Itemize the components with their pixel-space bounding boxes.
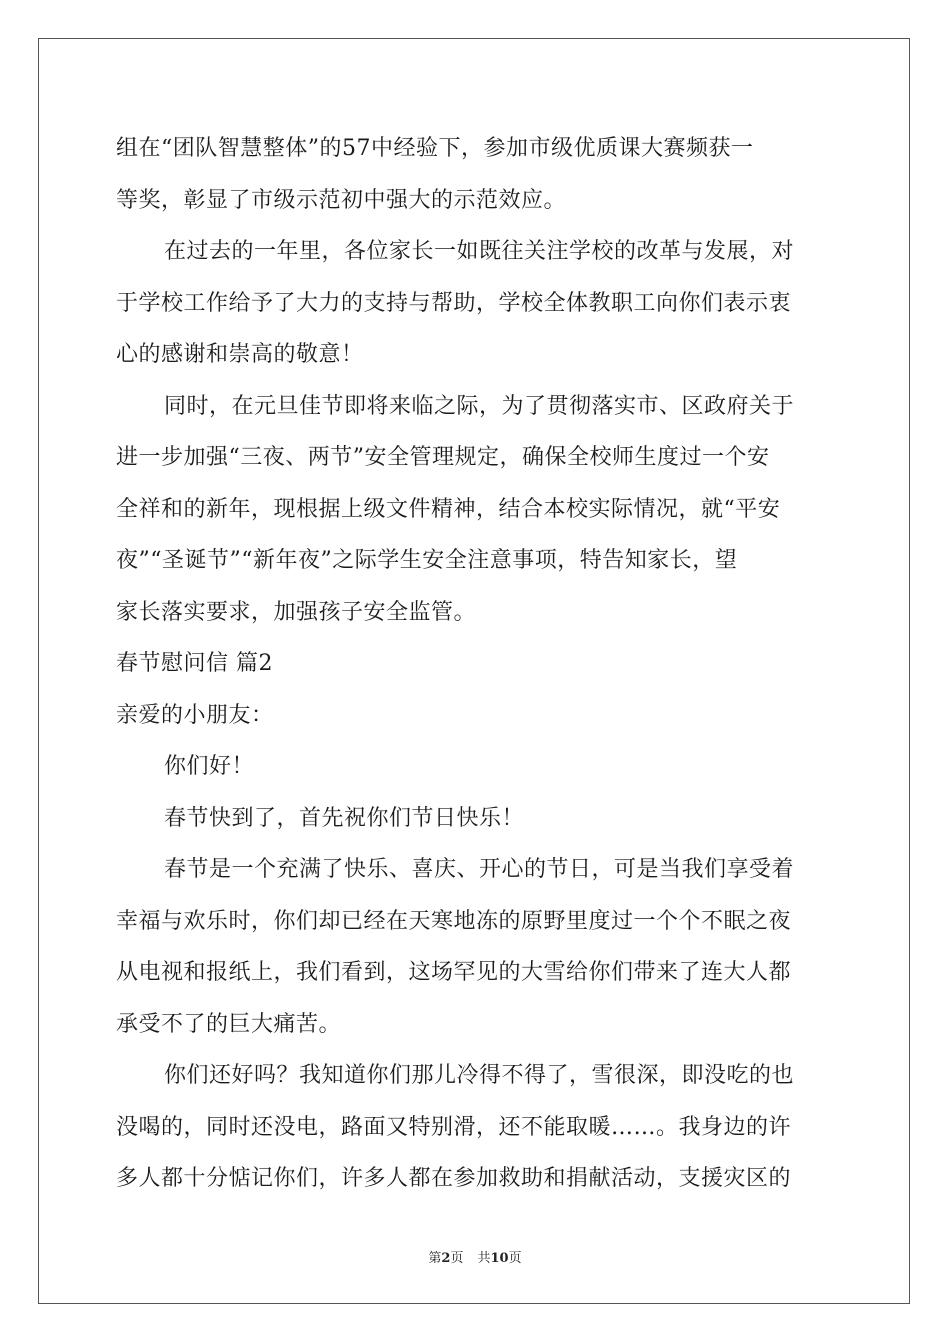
text-line: 从电视和报纸上，我们看到，这场罕见的大雪给你们带来了连大人都	[116, 960, 792, 985]
text-line: 进一步加强“三夜、两节”安全管理规定，确保全校师生度过一个安	[116, 445, 770, 470]
text-line: 家长落实要求，加强孩子安全监管。	[116, 599, 477, 625]
text-line: 多人都十分惦记你们，许多人都在参加救助和捐献活动，支援灾区的	[116, 1166, 792, 1191]
text-line: 同时，在元旦佳节即将来临之际，为了贯彻落实市、区政府关于	[164, 393, 795, 419]
text-line: 全祥和的新年，现根据上级文件精神，结合本校实际情况，就“平安	[116, 496, 781, 522]
text-line: 你们还好吗？我知道你们那儿冷得不得了，雪很深，即没吃的也	[164, 1063, 795, 1088]
text-line: 在过去的一年里，各位家长一如既往关注学校的改革与发展，对	[164, 239, 795, 264]
footer-page-current: 2	[441, 1251, 451, 1266]
page-footer	[0, 1247, 950, 1266]
text-line: 你们好！	[164, 754, 255, 779]
text-line: 幸福与欢乐时，你们却已经在天寒地冻的原野里度过一个个不眠之夜	[116, 908, 792, 934]
text-line: 春节快到了，首先祝你们节日快乐！	[164, 805, 525, 831]
footer-total-suffix: 页	[508, 1251, 522, 1266]
footer-total-prefix: 共	[477, 1251, 491, 1266]
text-line: 春节是一个充满了快乐、喜庆、开心的节日，可是当我们享受着	[164, 857, 795, 882]
text-line: 亲爱的小朋友：	[116, 702, 274, 728]
footer-page-prefix: 第	[428, 1251, 442, 1266]
text-line: 春节慰问信 篇2	[116, 651, 273, 676]
text-line: 没喝的，同时还没电，路面又特别滑，还不能取暖……。我身边的许	[116, 1114, 792, 1140]
text-line: 夜”“圣诞节”“新年夜”之际学生安全注意事项，特告知家长，望	[116, 548, 738, 573]
footer-page-total: 10	[490, 1251, 509, 1266]
text-line: 等奖，彰显了市级示范初中强大的示范效应。	[116, 187, 567, 213]
document-body	[116, 123, 834, 1205]
text-line: 于学校工作给予了大力的支持与帮助，学校全体教职工向你们表示衷	[116, 290, 792, 316]
text-line: 组在“团队智慧整体”的57中经验下，参加市级优质课大赛频获一	[116, 136, 754, 161]
footer-page-suffix: 页	[450, 1251, 464, 1266]
text-line: 承受不了的巨大痛苦。	[116, 1011, 342, 1037]
text-line: 心的感谢和崇高的敬意！	[116, 342, 364, 367]
